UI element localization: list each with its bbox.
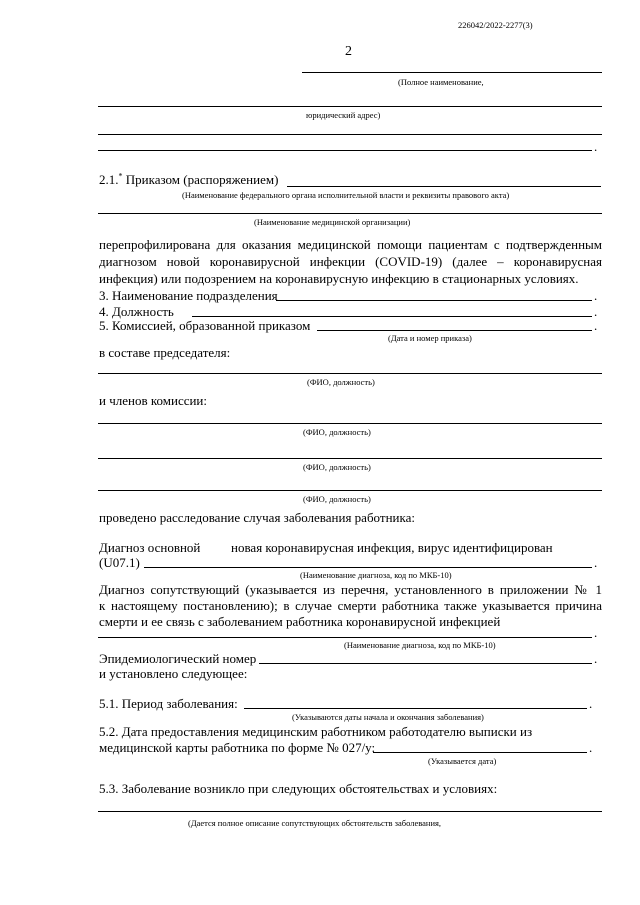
subdivision-line[interactable] [276,300,592,301]
section-2-1-label [99,172,278,187]
chairman-line[interactable] [98,373,602,374]
period: . [594,139,598,154]
org-name-line-2[interactable] [98,106,602,107]
org-name-line[interactable] [302,72,602,73]
extract-date-text: медицинской карты работника по форме № 027/у: [99,740,376,755]
caption-fio-3: (ФИО, должность) [303,462,371,472]
investigation-text: проведено расследование случая заболевания работника: [99,510,415,525]
subdivision-label: 3. Наименование подразделения [99,288,278,303]
extract-date-line[interactable] [373,752,587,753]
org-address-line-2[interactable] [98,150,592,151]
illness-period-label: 5.1. Период заболевания: [99,696,238,711]
members-label: и членов комиссии: [99,393,208,408]
caption-medical-org: (Наименование медицинской организации) [254,217,411,227]
caption-full-name: (Полное наименование, [398,77,484,87]
period: . [594,318,598,333]
order-label: Приказом (распоряжением) [125,172,279,187]
diagnosis-concomitant-line: смерти и ее связь с заболеванием работника коронавирусной инфекцией [99,614,501,629]
caption-fio-1: (ФИО, должность) [307,377,375,387]
caption-federal-body: (Наименование федерального органа исполнительной власти и реквизиты правового акта) [182,190,510,200]
illness-period-line[interactable] [244,708,587,709]
order-line[interactable] [287,186,601,187]
caption-fio-2: (ФИО, должность) [303,427,371,437]
caption-fio-4: (ФИО, должность) [303,494,371,504]
page-number: 2 [345,44,352,59]
diagnosis-main-value: новая коронавирусная инфекция, вирус идентифицирован [231,540,553,555]
position-line[interactable] [192,316,592,317]
footnote-mark: * [118,171,123,181]
chairman-label: в составе председателя: [99,345,231,360]
period: . [589,740,593,755]
document-reference: 226042/2022-2277(3) [458,20,533,30]
caption-diagnosis-icd-1: (Наименование диагноза, код по МКБ-10) [300,570,452,580]
paragraph-line: диагнозом новой коронавирусной инфекции (COVID-19) (далее – коронавирусная [99,254,602,269]
caption-diagnosis-icd-2: (Наименование диагноза, код по МКБ-10) [344,640,496,650]
diagnosis-main-line[interactable] [144,567,592,568]
caption-order-date: (Дата и номер приказа) [388,333,472,343]
period: . [589,696,593,711]
position-label: 4. Должность [99,304,174,319]
org-address-line[interactable] [98,134,602,135]
medical-org-line[interactable] [98,213,602,214]
period: . [594,651,598,666]
caption-circumstances: (Дается полное описание сопутствующих обстоятельств заболевания, [188,818,442,828]
diagnosis-concomitant-field[interactable] [98,637,592,638]
period: . [594,288,598,303]
diagnosis-concomitant-line: к настоящему постановлению); в случае смерти работника также указывается причина [99,598,602,613]
section-number: 2.1. [99,172,119,187]
member-line[interactable] [98,490,602,491]
commission-line[interactable] [317,330,592,331]
period: . [594,555,598,570]
established-text: и установлено следующее: [99,666,248,681]
caption-legal-address: юридический адрес) [306,110,381,120]
paragraph-line: перепрофилирована для оказания медицинской помощи пациентам с подтвержденным [99,237,602,252]
caption-date-indicated: (Указывается дата) [428,756,497,766]
circumstances-line[interactable] [98,811,602,812]
commission-label: 5. Комиссией, образованной приказом [99,318,311,333]
member-line[interactable] [98,423,602,424]
epidemiological-number-line[interactable] [259,663,592,664]
period: . [594,625,598,640]
member-line[interactable] [98,458,602,459]
paragraph-line: инфекция) или подозрением на коронавирусную инфекцию в стационарных условиях. [99,271,579,286]
epidemiological-number-label: Эпидемиологический номер [99,651,257,666]
circumstances-label: 5.3. Заболевание возникло при следующих обстоятельствах и условиях: [99,781,498,796]
extract-date-text: 5.2. Дата предоставления медицинским работником работодателю выписки из [99,724,533,739]
diagnosis-main-label: Диагноз основной [99,540,201,555]
diagnosis-concomitant-line: Диагноз сопутствующий (указывается из перечня, установленного в приложении № 1 [99,582,602,597]
diagnosis-main-code: (U07.1) [99,555,140,570]
period: . [594,304,598,319]
caption-illness-dates: (Указываются даты начала и окончания заболевания) [292,712,484,722]
